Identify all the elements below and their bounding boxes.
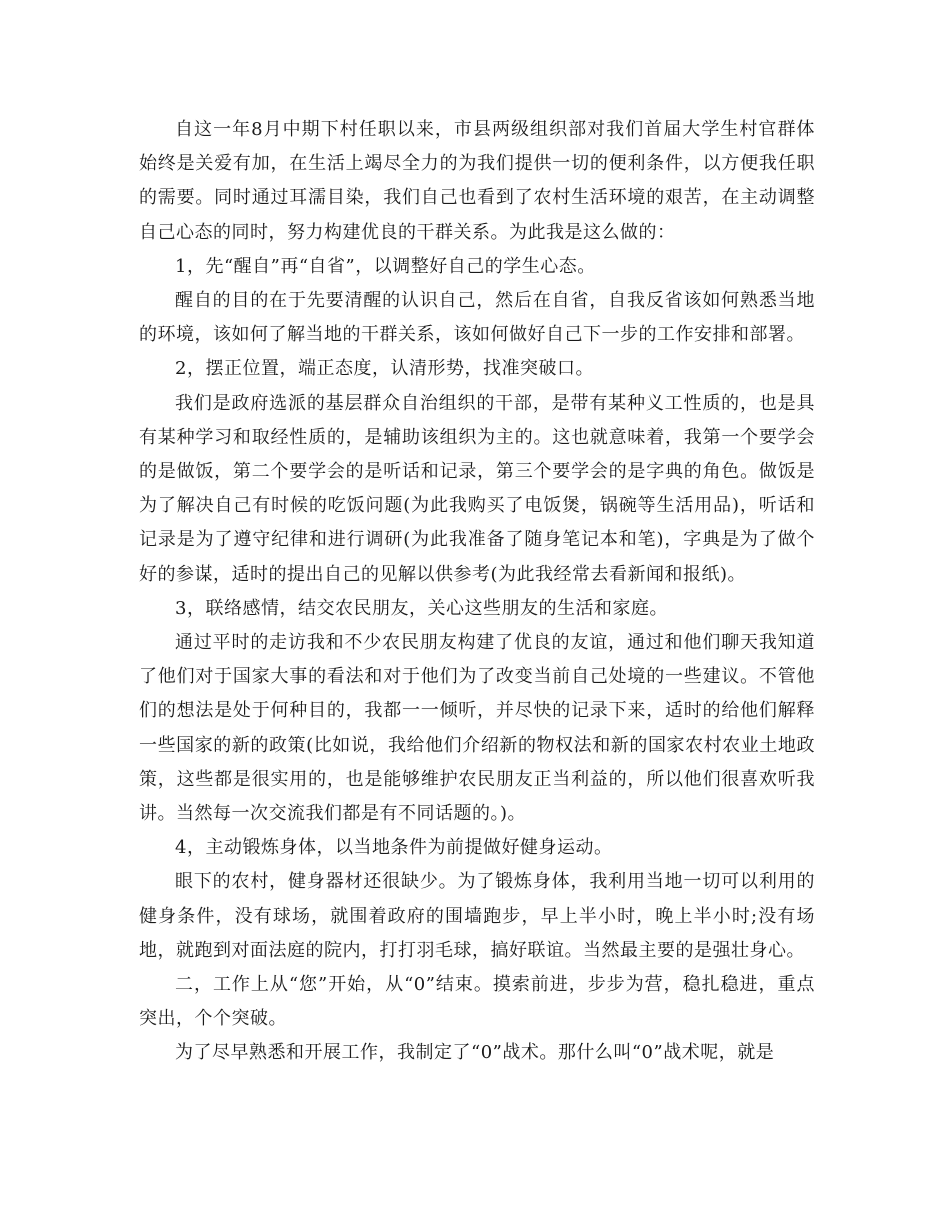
paragraph-item-4: 眼下的农村，健身器材还很缺少。为了锻炼身体，我利用当地一切可以利用的健身条件，没有球场，就围着政府的围墙跑步，早上半小时，晚上半小时;没有场地，就跑到对面法庭的院内，打打羽毛球，搞好联谊。当然最主要的是强壮身心。 [139,871,815,961]
heading-item-4: 4，主动锻炼身体，以当地条件为前提做好健身运动。 [175,837,613,859]
paragraph-zero-tactic: 为了尽早熟悉和开展工作，我制定了“0”战术。那什么叫“0”战术呢，就是 [175,1042,775,1064]
heading-item-3: 3，联络感情，结交农民朋友，关心这些朋友的生活和家庭。 [175,597,668,619]
document-page [139,113,815,1071]
section-heading-two: 二，工作上从“您”开始，从“0”结束。摸索前进，步步为营，稳扎稳进，重点突出，个个突破。 [139,974,815,1030]
paragraph-item-3: 通过平时的走访我和不少农民朋友构建了优良的友谊，通过和他们聊天我知道了他们对于国家大事的看法和对于他们为了改变当前自己处境的一些建议。不管他们的想法是处于何种目的，我都一一倾听，并尽快的记录下来，适时的给他们解释一些国家的新的政策(比如说，我给他们介绍新的物权法和新的国家农村农业土地政策，这些都是很实用的，也是能够维护农民朋友正当利益的，所以他们很喜欢听我讲。当然每一次交流我们都是有不同话题的。)。 [139,632,815,825]
paragraph-intro: 自这一年8月中期下村任职以来，市县两级组织部对我们首届大学生村官群体始终是关爱有加，在生活上竭尽全力的为我们提供一切的便利条件，以方便我任职的需要。同时通过耳濡目染，我们自己也看到了农村生活环境的艰苦，在主动调整自己心态的同时，努力构建优良的干群关系。为此我是这么做的： [139,119,815,243]
paragraph-item-1: 醒自的目的在于先要清醒的认识自己，然后在自省，自我反省该如何熟悉当地的环境，该如何了解当地的干群关系，该如何做好自己下一步的工作安排和部署。 [139,290,815,346]
heading-item-2: 2，摆正位置，端正态度，认清形势，找准突破口。 [175,358,594,380]
paragraph-item-2: 我们是政府选派的基层群众自治组织的干部，是带有某种义工性质的，也是具有某种学习和取经性质的，是辅助该组织为主的。这也就意味着，我第一个要学会的是做饭，第二个要学会的是听话和记录，第三个要学会的是字典的角色。做饭是为了解决自己有时候的吃饭问题(为此我购买了电饭煲，锅碗等生活用品)，听话和记录是为了遵守纪律和进行调研(为此我准备了随身笔记本和笔)，字典是为了做个好的参谋，适时的提出自己的见解以供参考(为此我经常去看新闻和报纸)。 [139,392,815,585]
heading-item-1: 1，先“醒自”再“自省”，以调整好自己的学生心态。 [175,255,596,277]
